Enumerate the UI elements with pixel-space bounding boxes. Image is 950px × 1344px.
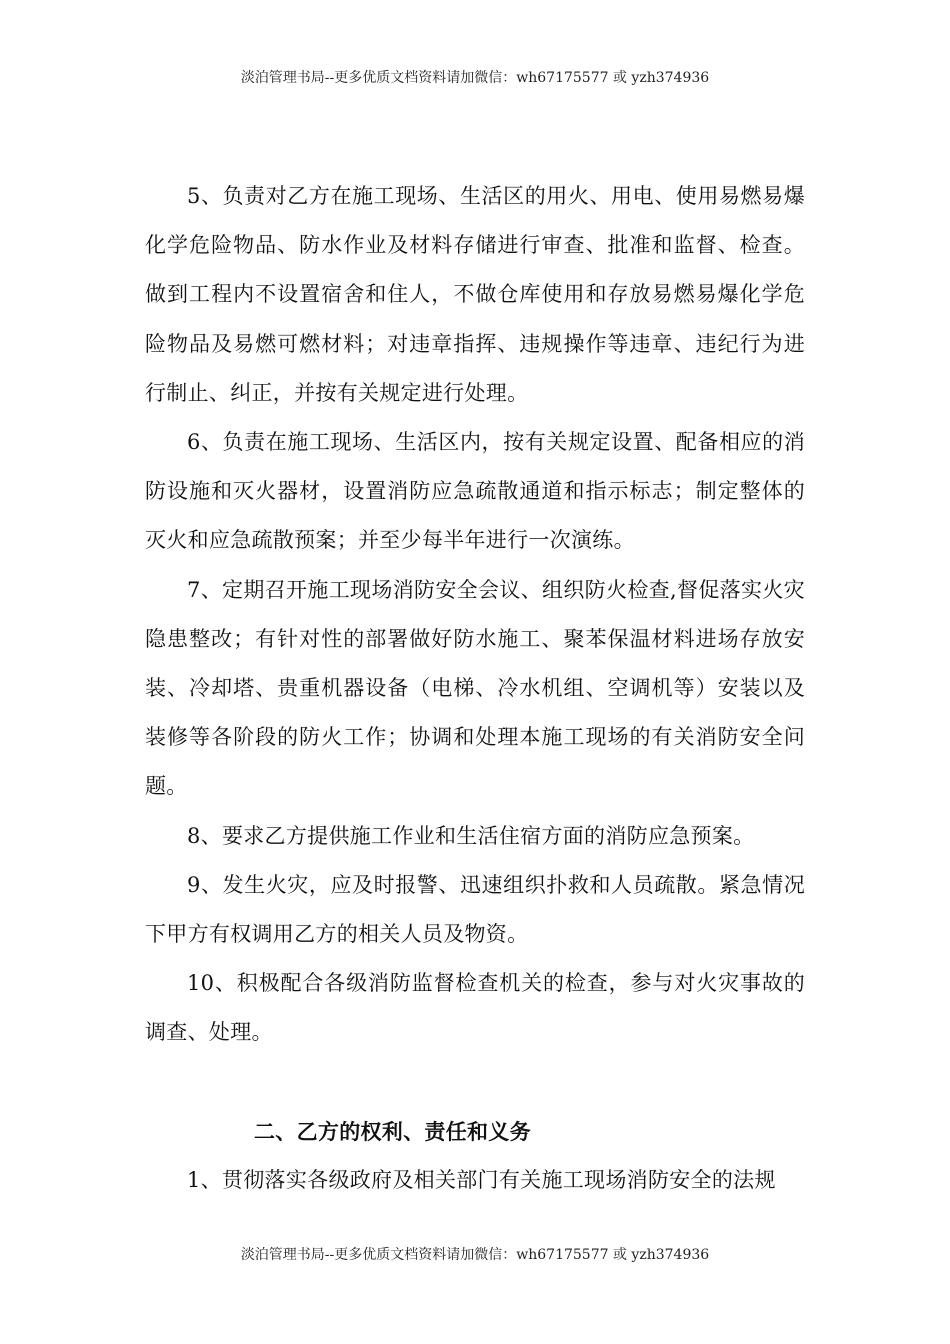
page-footer: 淡泊管理书局--更多优质文档资料请加微信：wh67175577 或 yzh374936 xyxy=(240,1247,710,1263)
paragraph-item-5: 5、负责对乙方在施工现场、生活区的用火、用电、使用易燃易爆化学危险物品、防水作业及材料存储进行审查、批准和监督、检查。做到工程内不设置宿舍和住人，不做仓库使用和存放易燃易爆化学危险物品及易燃可燃材料；对违章指挥、违规操作等违章、违纪行为进行制止、纠正，并按有关规定进行处理。 xyxy=(145,184,805,405)
paragraph-item-7: 7、定期召开施工现场消防安全会议、组织防火检查,督促落实火灾隐患整改；有针对性的部署做好防水施工、聚苯保温材料进场存放安装、冷却塔、贵重机器设备（电梯、冷水机组、空调机等）安装以及装修等各阶段的防火工作；协调和处理本施工现场的有关消防安全问题。 xyxy=(145,577,805,799)
section-heading: 二、乙方的权利、责任和义务 xyxy=(254,1118,531,1144)
paragraph-item-9: 9、发生火灾，应及时报警、迅速组织扑救和人员疏散。紧急情况下甲方有权调用乙方的相关人员及物资。 xyxy=(145,872,805,947)
document-body xyxy=(145,172,805,1205)
paragraph-item-10: 10、积极配合各级消防监督检查机关的检查，参与对火灾事故的调查、处理。 xyxy=(145,971,805,1045)
section-paragraph-1: 1、贯彻落实各级政府及相关部门有关施工现场消防安全的法规 xyxy=(187,1167,776,1192)
page-header: 淡泊管理书局--更多优质文档资料请加微信：wh67175577 或 yzh374936 xyxy=(240,70,710,86)
paragraph-item-8: 8、要求乙方提供施工作业和生活住宿方面的消防应急预案。 xyxy=(187,823,755,848)
paragraph-item-6: 6、负责在施工现场、生活区内，按有关规定设置、配备相应的消防设施和灭火器材，设置消防应急疏散通道和指示标志；制定整体的灭火和应急疏散预案；并至少每半年进行一次演练。 xyxy=(145,430,805,553)
